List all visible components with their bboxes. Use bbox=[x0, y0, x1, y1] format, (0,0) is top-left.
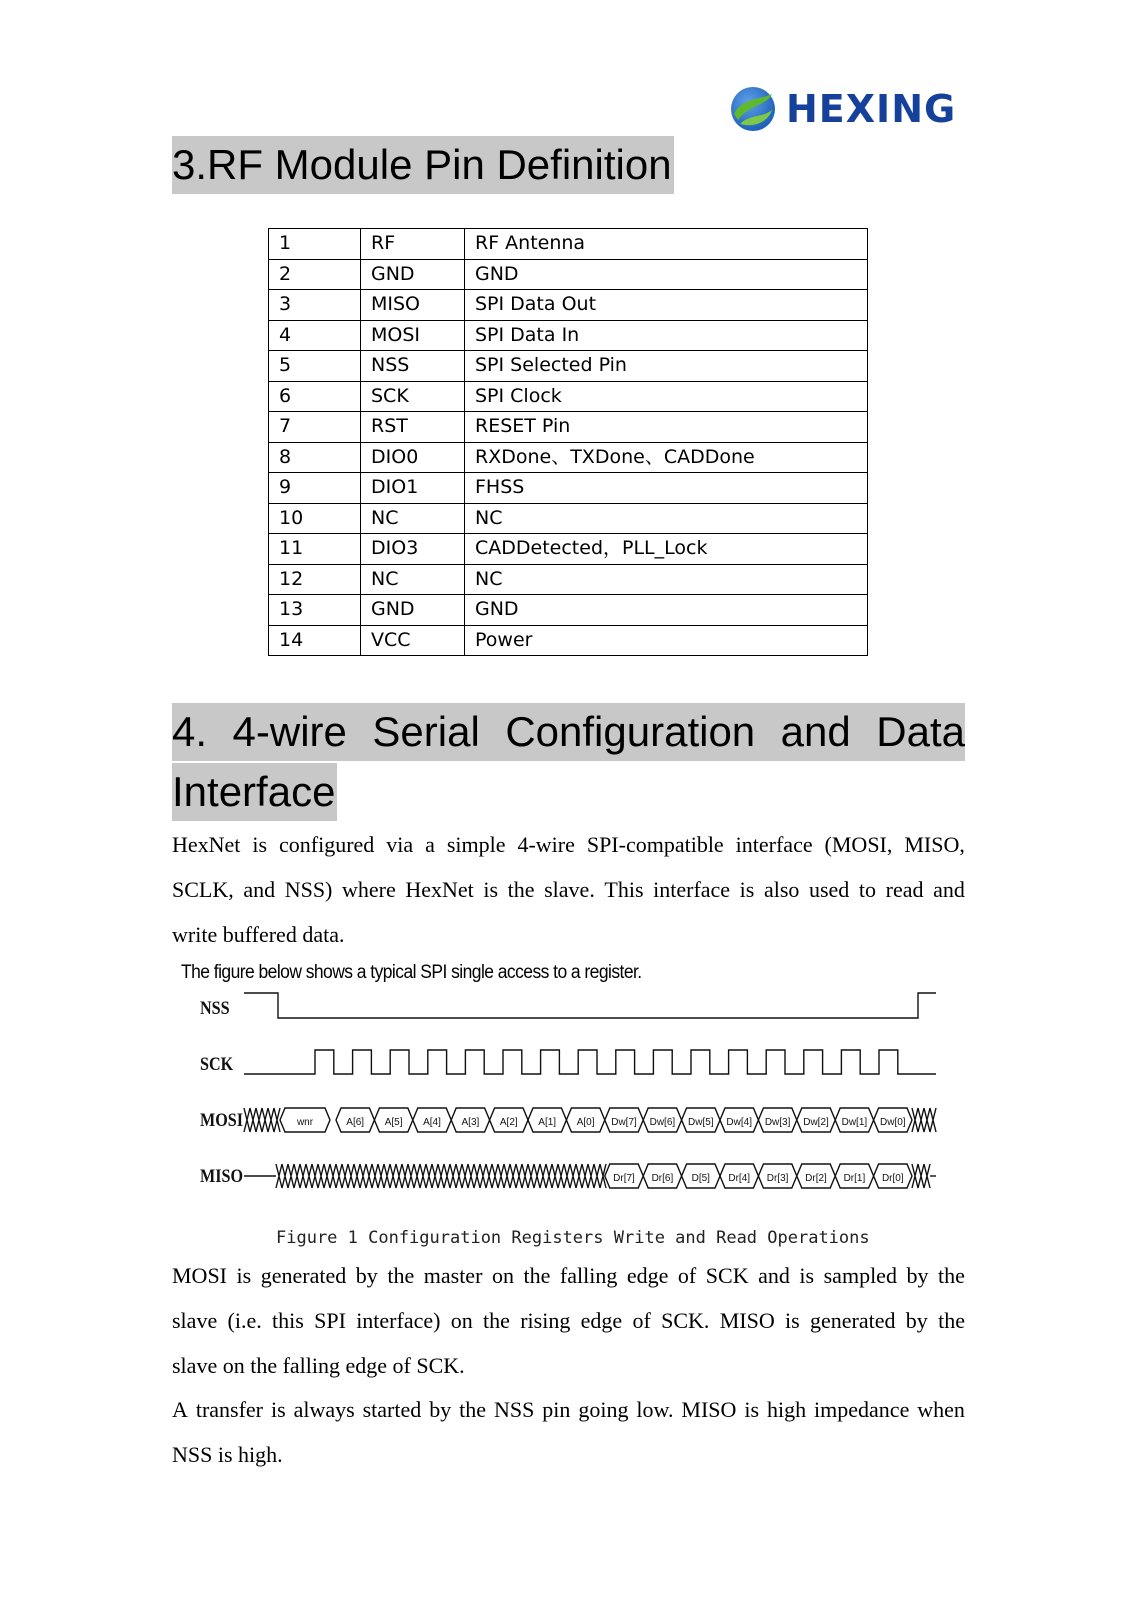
pin-name-cell: SCK bbox=[361, 381, 465, 412]
word: is bbox=[739, 877, 755, 902]
word: and bbox=[758, 1263, 790, 1288]
table-row bbox=[269, 412, 868, 443]
table-row bbox=[269, 320, 868, 351]
pin-description-cell: NC bbox=[465, 564, 868, 595]
pin-name-cell: DIO0 bbox=[361, 442, 465, 473]
globe-icon bbox=[728, 84, 778, 134]
heading-word: 4. bbox=[172, 708, 208, 755]
table-row bbox=[269, 351, 868, 382]
mosi-field-label: A[6] bbox=[346, 1117, 365, 1128]
paragraph-line: slave on the falling edge of SCK. bbox=[172, 1353, 465, 1378]
miso-field-label: Dr[7] bbox=[613, 1173, 635, 1184]
nss-label: NSS bbox=[200, 996, 230, 1019]
section-4-heading bbox=[172, 703, 965, 761]
word: on bbox=[450, 1308, 473, 1333]
section-3-heading: 3.RF Module Pin Definition bbox=[172, 136, 674, 194]
word: is bbox=[785, 1308, 800, 1333]
pin-description-cell: SPI Data In bbox=[465, 320, 868, 351]
word: the bbox=[387, 1263, 415, 1288]
word: interface bbox=[735, 832, 813, 857]
sck-label: SCK bbox=[200, 1052, 234, 1075]
word: interface bbox=[653, 877, 731, 902]
pin-name-cell: GND bbox=[361, 595, 465, 626]
word: is bbox=[799, 1263, 815, 1288]
word: is bbox=[744, 1397, 760, 1422]
word: MISO bbox=[681, 1397, 737, 1422]
heading-word: Serial bbox=[372, 708, 480, 755]
pin-number-cell: 12 bbox=[269, 564, 361, 595]
table-row bbox=[269, 229, 868, 260]
word: the bbox=[459, 1397, 487, 1422]
word: configured bbox=[279, 832, 375, 857]
pin-description-cell: NC bbox=[465, 503, 868, 534]
word: This bbox=[604, 877, 644, 902]
mosi-field-label: Dw[4] bbox=[726, 1117, 752, 1128]
word: SCLK, bbox=[172, 877, 234, 902]
heading-word: Configuration bbox=[505, 708, 756, 755]
mosi-field-label: Dw[7] bbox=[611, 1117, 637, 1128]
miso-field-label: Dr[6] bbox=[651, 1173, 674, 1184]
paragraph-line: write buffered data. bbox=[172, 922, 345, 947]
pin-description-cell: SPI Selected Pin bbox=[465, 351, 868, 382]
section-4-heading-line2: Interface bbox=[172, 763, 337, 821]
pin-number-cell: 4 bbox=[269, 320, 361, 351]
word: NSS bbox=[493, 1397, 535, 1422]
word: the bbox=[523, 1263, 551, 1288]
pin-description-cell: RF Antenna bbox=[465, 229, 868, 260]
pin-description-cell: RESET Pin bbox=[465, 412, 868, 443]
word: edge bbox=[580, 1308, 623, 1333]
table-row bbox=[269, 442, 868, 473]
word: this bbox=[272, 1308, 304, 1333]
word: SCK bbox=[705, 1263, 749, 1288]
paragraph-line: NSS is high. bbox=[172, 1442, 283, 1467]
pin-number-cell: 13 bbox=[269, 595, 361, 626]
mosi-field-label: A[3] bbox=[461, 1117, 480, 1128]
word: (MOSI, bbox=[824, 832, 893, 857]
miso-high-impedance bbox=[276, 1164, 606, 1188]
pin-number-cell: 8 bbox=[269, 442, 361, 473]
paragraph-line bbox=[172, 822, 965, 867]
pin-number-cell: 3 bbox=[269, 290, 361, 321]
mosi-field-label: A[5] bbox=[384, 1117, 403, 1128]
word: slave bbox=[172, 1308, 218, 1333]
sck-waveform bbox=[244, 1050, 936, 1074]
mosi-dont-care-start bbox=[244, 1108, 280, 1132]
paragraph-mosi bbox=[172, 1253, 965, 1388]
word: of bbox=[677, 1263, 697, 1288]
miso-field-label: Dr[1] bbox=[843, 1173, 866, 1184]
word: the bbox=[483, 1308, 510, 1333]
mosi-field-label: Dw[5] bbox=[688, 1117, 714, 1128]
mosi-field-label: A[1] bbox=[538, 1117, 557, 1128]
word: by bbox=[429, 1397, 452, 1422]
miso-label: MISO bbox=[200, 1164, 244, 1187]
word: MOSI bbox=[172, 1263, 228, 1288]
pin-name-cell: DIO3 bbox=[361, 534, 465, 565]
word: and bbox=[933, 877, 965, 902]
table-row bbox=[269, 381, 868, 412]
pin-name-cell: NC bbox=[361, 503, 465, 534]
pin-name-cell: MOSI bbox=[361, 320, 465, 351]
word: edge bbox=[626, 1263, 669, 1288]
pin-definition-table bbox=[268, 228, 868, 656]
pin-number-cell: 6 bbox=[269, 381, 361, 412]
word: started bbox=[362, 1397, 422, 1422]
word: SCK. bbox=[661, 1308, 710, 1333]
table-row bbox=[269, 564, 868, 595]
table-row bbox=[269, 259, 868, 290]
spi-timing-diagram bbox=[200, 988, 970, 1216]
word: and bbox=[243, 877, 276, 902]
heading-word: and bbox=[780, 708, 851, 755]
word: where bbox=[341, 877, 396, 902]
mosi-field-label: A[2] bbox=[499, 1117, 518, 1128]
word: the bbox=[507, 877, 535, 902]
table-row bbox=[269, 625, 868, 656]
word: SPI bbox=[314, 1308, 346, 1333]
word: on bbox=[491, 1263, 514, 1288]
pin-number-cell: 10 bbox=[269, 503, 361, 534]
word: transfer bbox=[195, 1397, 264, 1422]
mosi-field-label: A[4] bbox=[423, 1117, 441, 1128]
miso-field-label: Dr[2] bbox=[805, 1173, 827, 1184]
word: by bbox=[906, 1263, 929, 1288]
mosi-field-label: Dw[0] bbox=[880, 1117, 906, 1128]
word: low. bbox=[636, 1397, 674, 1422]
miso-field-label: Dr[0] bbox=[881, 1173, 904, 1184]
table-row bbox=[269, 503, 868, 534]
word: NSS) bbox=[284, 877, 333, 902]
word: falling bbox=[559, 1263, 618, 1288]
word: HexNet bbox=[172, 832, 241, 857]
word: of bbox=[632, 1308, 651, 1333]
word: via bbox=[386, 832, 414, 857]
paragraph-line bbox=[172, 867, 965, 912]
pin-name-cell: NC bbox=[361, 564, 465, 595]
mosi-field-label: Dw[3] bbox=[764, 1117, 791, 1128]
table-row bbox=[269, 534, 868, 565]
mosi-field-label: A[0] bbox=[576, 1117, 595, 1128]
paragraph-transfer bbox=[172, 1387, 965, 1477]
pin-description-cell: SPI Clock bbox=[465, 381, 868, 412]
figure-caption: Figure 1 Configuration Registers Write and Read Operations bbox=[276, 1228, 870, 1248]
mosi-field-wnr-label: wnr bbox=[296, 1117, 314, 1128]
pin-name-cell: MISO bbox=[361, 290, 465, 321]
word: is bbox=[236, 1263, 252, 1288]
pin-number-cell: 1 bbox=[269, 229, 361, 260]
mosi-field-label: Dw[2] bbox=[803, 1117, 829, 1128]
pin-number-cell: 7 bbox=[269, 412, 361, 443]
word: master bbox=[423, 1263, 483, 1288]
word: read bbox=[885, 877, 924, 902]
word: sampled bbox=[823, 1263, 897, 1288]
word: A bbox=[172, 1397, 188, 1422]
pin-number-cell: 14 bbox=[269, 625, 361, 656]
miso-field-label: Dr[4] bbox=[728, 1173, 751, 1184]
word: rising bbox=[520, 1308, 571, 1333]
table-row bbox=[269, 290, 868, 321]
mosi-field-label: Dw[6] bbox=[649, 1117, 676, 1128]
word: interface) bbox=[356, 1308, 441, 1333]
mosi-dont-care-end bbox=[912, 1108, 936, 1132]
heading-word: Data bbox=[876, 708, 965, 755]
word: always bbox=[293, 1397, 355, 1422]
pin-description-cell: Power bbox=[465, 625, 868, 656]
pin-description-cell: RXDone、TXDone、CADDone bbox=[465, 442, 868, 473]
pin-description-cell: FHSS bbox=[465, 473, 868, 504]
table-row bbox=[269, 595, 868, 626]
mosi-field-label: Dw[1] bbox=[841, 1117, 868, 1128]
pin-name-cell: VCC bbox=[361, 625, 465, 656]
nss-waveform bbox=[244, 993, 936, 1018]
word: when bbox=[917, 1397, 965, 1422]
figure-intro-text: The figure below shows a typical SPI single access to a register. bbox=[181, 962, 642, 983]
paragraph-intro bbox=[172, 822, 965, 957]
logo-text: HEXING bbox=[786, 87, 957, 131]
word: MISO bbox=[719, 1308, 775, 1333]
word: (i.e. bbox=[227, 1308, 262, 1333]
pin-name-cell: NSS bbox=[361, 351, 465, 382]
word: used bbox=[808, 877, 850, 902]
pin-number-cell: 2 bbox=[269, 259, 361, 290]
word: HexNet bbox=[405, 877, 474, 902]
word: is bbox=[252, 832, 268, 857]
word: going bbox=[578, 1397, 629, 1422]
pin-number-cell: 11 bbox=[269, 534, 361, 565]
word: generated bbox=[810, 1308, 896, 1333]
pin-description-cell: CADDetected，PLL_Lock bbox=[465, 534, 868, 565]
word: pin bbox=[542, 1397, 571, 1422]
word: a bbox=[425, 832, 435, 857]
pin-description-cell: GND bbox=[465, 259, 868, 290]
word: the bbox=[938, 1263, 965, 1288]
word: SPI-compatible bbox=[586, 832, 724, 857]
word: is bbox=[270, 1397, 286, 1422]
word: by bbox=[355, 1263, 378, 1288]
heading-word: 4-wire bbox=[232, 708, 347, 755]
pin-description-cell: SPI Data Out bbox=[465, 290, 868, 321]
miso-field-label: D[5] bbox=[691, 1173, 710, 1184]
mosi-label: MOSI bbox=[200, 1108, 244, 1131]
hexing-logo bbox=[728, 83, 960, 135]
word: also bbox=[763, 877, 800, 902]
pin-number-cell: 9 bbox=[269, 473, 361, 504]
miso-field-label: Dr[3] bbox=[766, 1173, 789, 1184]
word: is bbox=[483, 877, 499, 902]
word: high bbox=[766, 1397, 807, 1422]
pin-number-cell: 5 bbox=[269, 351, 361, 382]
paragraph-line bbox=[172, 1387, 965, 1432]
pin-name-cell: GND bbox=[361, 259, 465, 290]
pin-name-cell: RF bbox=[361, 229, 465, 260]
word: slave. bbox=[544, 877, 595, 902]
word: generated bbox=[260, 1263, 347, 1288]
pin-name-cell: DIO1 bbox=[361, 473, 465, 504]
word: 4-wire bbox=[517, 832, 575, 857]
paragraph-line bbox=[172, 1298, 965, 1343]
word: by bbox=[905, 1308, 928, 1333]
word: simple bbox=[446, 832, 506, 857]
pin-name-cell: RST bbox=[361, 412, 465, 443]
miso-dont-care-end bbox=[912, 1164, 930, 1188]
table-row bbox=[269, 473, 868, 504]
word: to bbox=[858, 877, 877, 902]
paragraph-line bbox=[172, 1253, 965, 1298]
word: MISO, bbox=[904, 832, 965, 857]
word: the bbox=[938, 1308, 965, 1333]
pin-description-cell: GND bbox=[465, 595, 868, 626]
word: impedance bbox=[814, 1397, 910, 1422]
